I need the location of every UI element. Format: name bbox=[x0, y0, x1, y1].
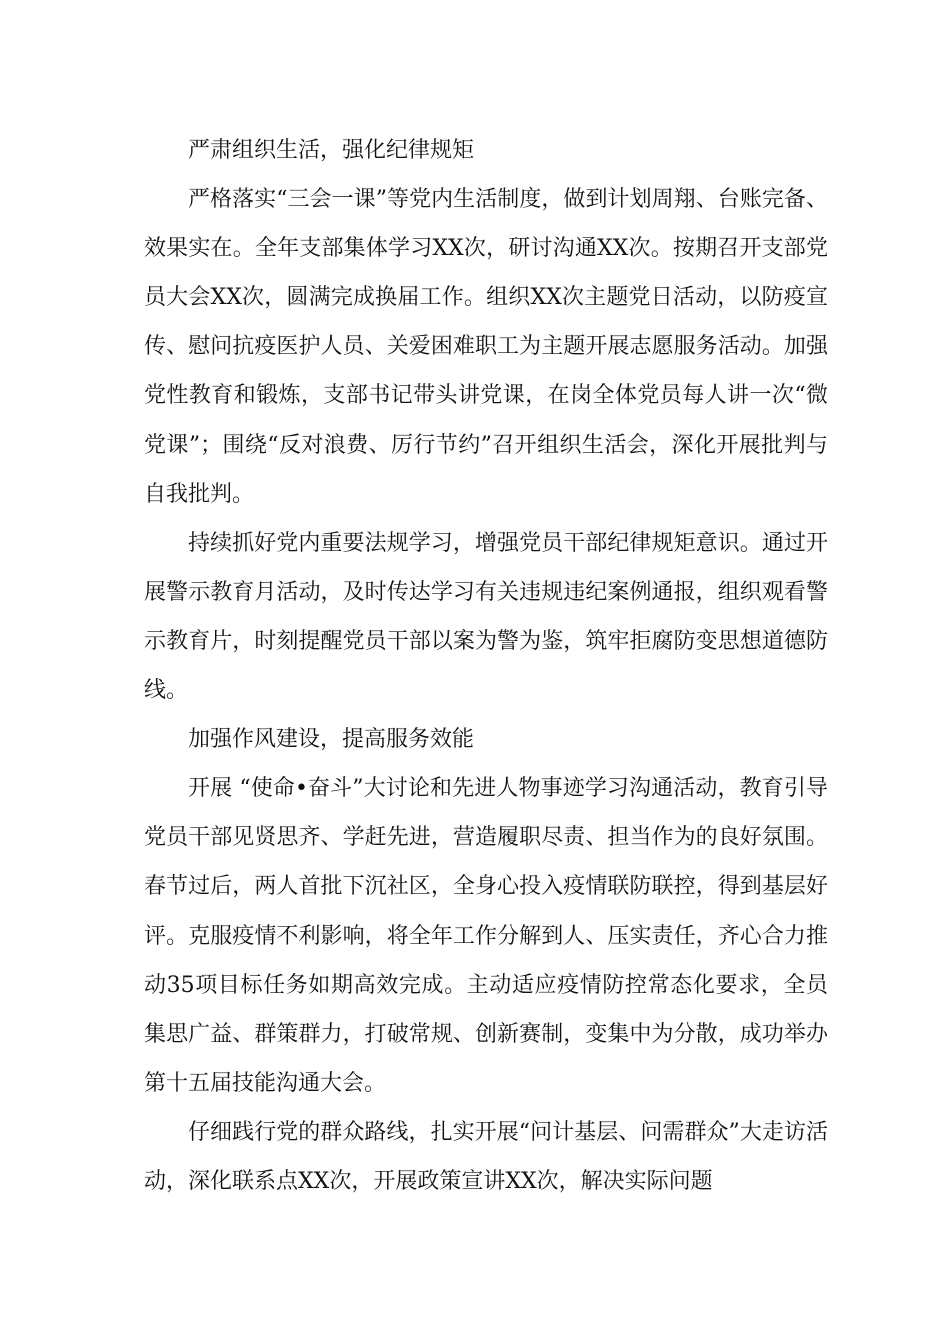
document-body bbox=[144, 126, 828, 1206]
body-paragraph: 仔细践行党的群众路线，扎实开展“问计基层、问需群众”大走访活动，深化联系点XX次，开展政策宣讲XX次，解决实际问题 bbox=[144, 1119, 828, 1194]
body-paragraph: 持续抓好党内重要法规学习，增强党员干部纪律规矩意识。通过开展警示教育月活动，及时传达学习有关违规违纪案例通报，组织观看警示教育片，时刻提醒党员干部以案为警为鉴，筑牢拒腐防变思想道德防线。 bbox=[144, 530, 828, 704]
section-heading: 加强作风建设，提高服务效能 bbox=[188, 727, 475, 753]
body-paragraph: 严格落实“三会一课”等党内生活制度，做到计划周翔、台账完备、效果实在。全年支部集体学习XX次，研讨沟通XX次。按期召开支部党员大会XX次，圆满完成换届工作。组织XX次主题党日活动，以防疫宣传、慰问抗疫医护人员、关爱困难职工为主题开展志愿服务活动。加强党性教育和锻炼，支部书记带头讲党课，在岗全体党员每人讲一次“微党课”；围绕“反对浪费、厉行节约”召开组织生活会，深化开展批判与自我批判。 bbox=[144, 187, 828, 507]
body-paragraph: 开展 “使命•奋斗”大讨论和先进人物事迹学习沟通活动，教育引导党员干部见贤思齐、学赶先进，营造履职尽责、担当作为的良好氛围。春节过后，两人首批下沉社区，全身心投入疫情联防联控，得到基层好评。克服疫情不利影响，将全年工作分解到人、压实责任，齐心合力推动35项目标任务如期高效完成。主动适应疫情防控常态化要求，全员集思广益、群策群力，打破常规、创新赛制，变集中为分散，成功举办第十五届技能沟通大会。 bbox=[144, 776, 828, 1096]
section-heading: 严肃组织生活，强化纪律规矩 bbox=[188, 138, 475, 163]
